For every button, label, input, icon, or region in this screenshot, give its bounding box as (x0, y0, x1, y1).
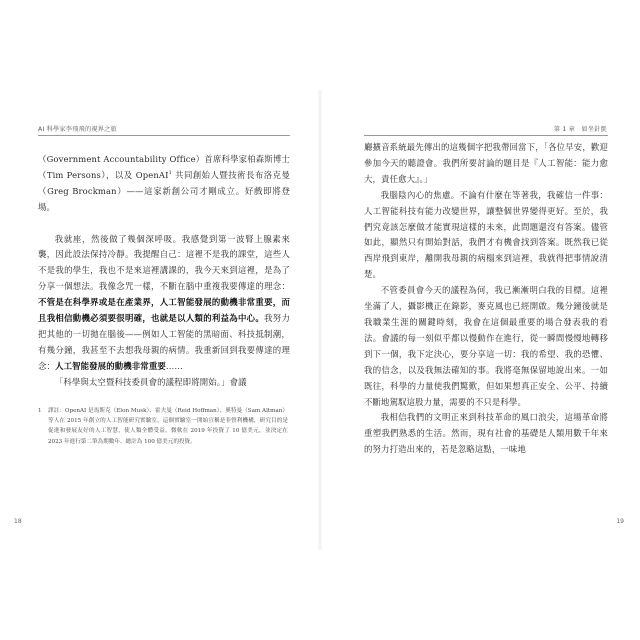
paragraph (364, 188, 608, 283)
paragraph (364, 140, 608, 188)
text-run: （Government Accountability Office）首席科學家柏森斯博士（Tim Persons），以及 OpenAI (38, 154, 290, 180)
text-run: 我相信我們的文明正來到科技革命的風口浪尖，這場革命將重塑我們熟悉的生活。然而，現有社會的基礎是人類用數千年來的努力打造出來的，若是忽略這點，一味地 (364, 412, 608, 455)
left-body-text (38, 152, 290, 391)
text-run: 我腦陰內心的焦慮。不論有什麼在等著我，我確信一件事：人工智能科技有能力改變世界，讓整個世界變得更好。至於，我們究竟該怎麼做才能實現這樣的未來，此問題還沒有答案。儘管如此，顯然只有開始對話，我們才有機會找到答案。既然我已從西岸飛到東岸，離開我母親的病榻來到這裡，我就得把事情說清楚。 (364, 189, 608, 280)
footnote-ref: 1 (168, 170, 172, 177)
footnote-number: 1 (38, 408, 42, 414)
text-run: 不管委員會今天的議程為何，我已漸漸明白我的目標。這裡坐滿了人，攝影機正在錄影，麥克風也已經開啟。幾分鐘後就是我職業生涯的關鍵時刻，我會在這個最重要的場合發表我的看法。會議的每一刻似乎都以慢動作在進行，從一瞬間慢慢地轉移到下一個，我下定決心，要分享這一切：我的希望、我的恐懼、我的信念，以及我無法確知的事。我將毫無保留地說出來。一如既往，科學的力量使我們驚歎，但如果想真正安全、公平、持續不斷地駕馭這股力量，需要的不只是科學。 (364, 285, 608, 407)
paragraph (38, 152, 290, 216)
emphasis-text: 人工智能發展的動機非常重要 (55, 360, 166, 371)
page-number-left: 18 (14, 518, 22, 525)
paragraph (364, 283, 608, 410)
footnote-text: 譯註：OpenAI 是馬斯克（Elon Musk）、霍夫曼（Reid Hoffman）、奧特曼（Sam Altman）等人在 2015 年創立的人工智能研究實驗室。這個實驗室一開始宣稱是非營利機構，研究目的是促進和發展友好的人工智慧，使人類全體受益。微軟在 2019 年投資了 10 億美元，並決定在 2023 年進行第二筆為期數年、總計為 100 億美元的投資。 (48, 408, 288, 445)
text-run: …… (165, 360, 183, 371)
text-run: 我就座，然後做了幾個深呼吸。我感覺到第一波腎上腺素來襲，因此設法保持冷靜。我提醒自己：這裡不是我的課堂，這些人不是我的學生，我也不是來這裡講課的，我今天來到這裡，是為了分享一個想法。我像念咒一樣，不斷在腦中重複我要傳達的理念： (38, 233, 290, 292)
running-head-chapter: 第 1 章 如坐針氈 (553, 126, 607, 133)
paragraph (38, 232, 290, 375)
right-body-text (364, 140, 608, 458)
text-run: 共同創始人暨技術長布洛克曼（Greg Brockman）——這家新創公司才剛成立。好戲即將登場。 (38, 169, 290, 212)
text-run: 廳擴音系統最先傳出的這幾個字把我帶回當下，「各位早安，歡迎參加今天的聽證會。我們所要討論的題目是『人工智能：能力愈大，責任愈大』。」 (364, 142, 608, 184)
text-run: 我努力把其他的一切拋在腦後——例如人工智能的黑暗面、科技抵制潮，有幾分鐘，我甚至不去想我母親的病情。我重新回到我要傳達的理念： (38, 313, 290, 371)
header-rule (364, 135, 608, 136)
paragraph (364, 410, 608, 458)
text-run: 「科學與太空暨科技委員會的議程即將開始。」會議 (54, 376, 247, 387)
footnote (38, 406, 288, 447)
right-page (320, 0, 640, 640)
emphasis-text: 不管是在科學界或是在產業界，人工智能發展的動機非常重要，而且我相信動機必須要很明確，也就是以人類的利益為中心。 (38, 297, 290, 324)
paragraph (38, 375, 290, 391)
page-number-right: 19 (616, 518, 624, 525)
paragraph-gap (38, 216, 290, 232)
header-rule (38, 135, 290, 136)
running-head-book-title: AI 科學家李飛飛的視界之旅 (38, 126, 117, 133)
